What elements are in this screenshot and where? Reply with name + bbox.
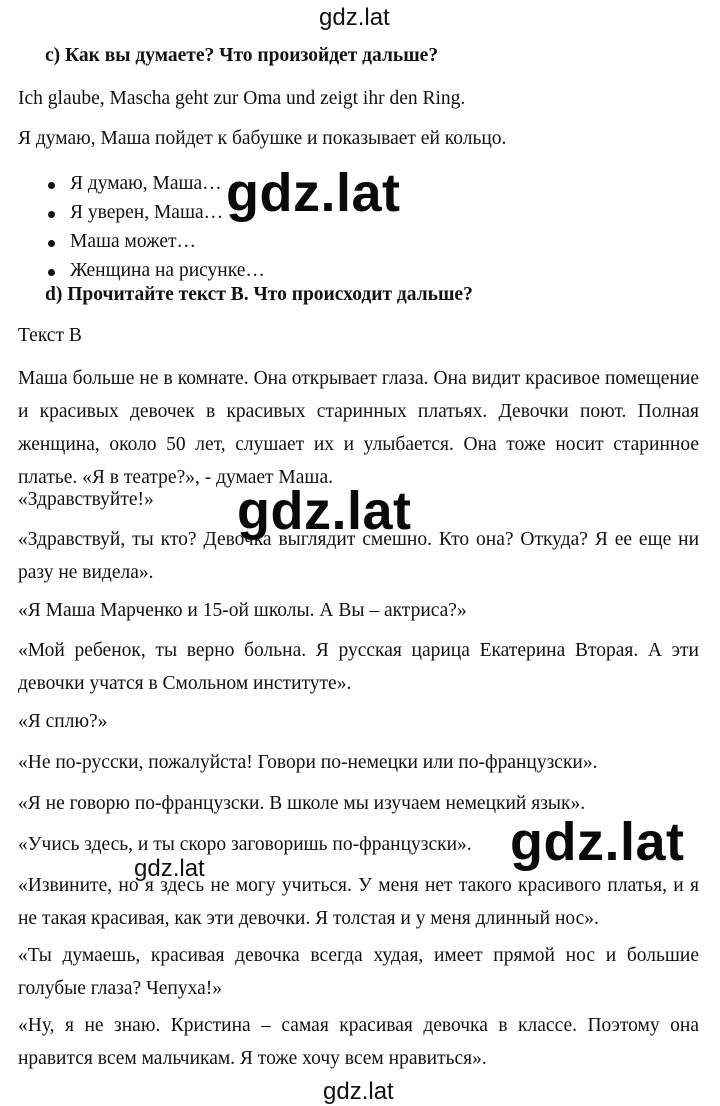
story-paragraph: «Извините, но я здесь не могу учиться. У меня нет такого красивого платья, и я не такая красивая, как эти девочки. Я толстая и у меня длинный нос». (18, 875, 699, 929)
watermark-big: gdz.lat (237, 481, 412, 541)
german-sentence: Ich glaube, Mascha geht zur Oma und zeigt ihr den Ring. (18, 88, 466, 109)
story-paragraph: «Ты думаешь, красивая девочка всегда худая, имеет прямой нос и большие голубые глаза? Чепуха!» (18, 945, 699, 999)
bullet-icon (48, 182, 55, 189)
bullet-icon (48, 269, 55, 276)
section-d-heading: d) Прочитайте текст B. Что происходит дальше? (45, 284, 473, 305)
bullet-text: Женщина на рисунке… (70, 260, 265, 281)
story-paragraph: «Я сплю?» (18, 711, 108, 732)
watermark-top: gdz.lat (319, 4, 390, 31)
story-paragraph: «Здравствуй, ты кто? Девочка выглядит смешно. Кто она? Откуда? Я ее еще ни разу не видела». (18, 529, 699, 583)
story-paragraph: «Я Маша Марченко и 15-ой школы. А Вы – актриса?» (18, 600, 467, 621)
story-paragraph: «Мой ребенок, ты верно больна. Я русская царица Екатерина Вторая. А эти девочки учатся в Смольном институте». (18, 640, 699, 694)
russian-sentence: Я думаю, Маша пойдет к бабушке и показывает ей кольцо. (18, 128, 507, 149)
text-title: Текст B (18, 325, 82, 346)
watermark-small: gdz.lat (134, 855, 205, 882)
watermark-big: gdz.lat (226, 163, 401, 223)
bullet-icon (48, 240, 55, 247)
watermark-bottom: gdz.lat (323, 1078, 394, 1105)
story-paragraph: «Я не говорю по-французски. В школе мы изучаем немецкий язык». (18, 793, 586, 814)
story-paragraph: «Здравствуйте!» (18, 489, 154, 510)
story-paragraph: «Не по-русски, пожалуйста! Говори по-немецки или по-французски». (18, 752, 598, 773)
story-paragraph: «Ну, я не знаю. Кристина – самая красивая девочка в классе. Поэтому она нравится всем мальчикам. Я тоже хочу всем нравиться». (18, 1015, 699, 1069)
bullet-text: Я уверен, Маша… (70, 202, 224, 223)
bullet-text: Маша может… (70, 231, 197, 252)
list-item (48, 232, 348, 261)
story-paragraph: «Учись здесь, и ты скоро заговоришь по-французски». (18, 834, 472, 855)
section-c-heading: c) Как вы думаете? Что произойдет дальше? (45, 45, 439, 66)
bullet-text: Я думаю, Маша… (70, 173, 222, 194)
bullet-icon (48, 211, 55, 218)
story-paragraph: Маша больше не в комнате. Она открывает глаза. Она видит красивое помещение и красивых девочек в красивых старинных платьях. Девочки поют. Полная женщина, около 50 лет, слушает их и улыбается. Она тоже носит старинное платье. «Я в театре?», - думает Маша. (18, 368, 699, 488)
watermark-big: gdz.lat (510, 812, 685, 872)
